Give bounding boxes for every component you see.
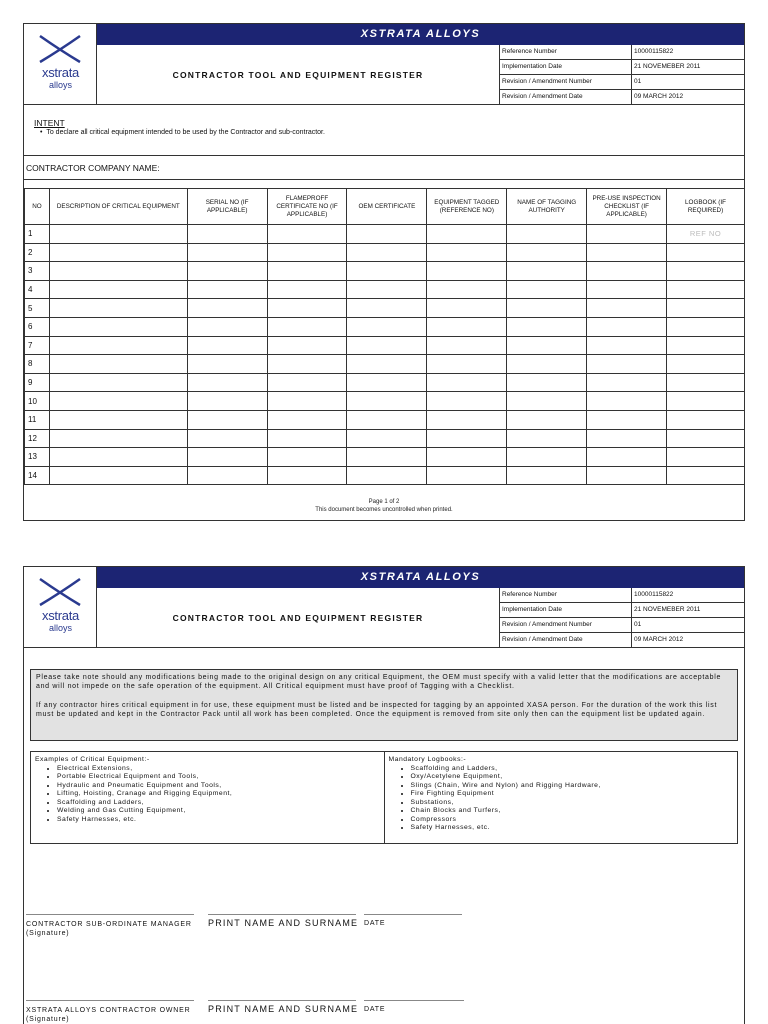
register-cell[interactable]: [587, 262, 667, 281]
meta-label: Revision / Amendment Number: [500, 618, 632, 632]
examples-column: [31, 752, 384, 843]
list-item: • Slings (Chain, Wire and Nylon) and Rigging Hardware,: [411, 782, 734, 791]
register-cell[interactable]: [267, 410, 347, 429]
print-name-line[interactable]: [208, 1000, 356, 1001]
register-cell[interactable]: [587, 336, 667, 355]
register-cell[interactable]: [507, 355, 587, 374]
print-name-line[interactable]: [208, 914, 356, 915]
row-number: 4: [25, 280, 50, 299]
register-cell[interactable]: [587, 466, 667, 485]
register-cell[interactable]: [267, 299, 347, 318]
register-cell[interactable]: [49, 466, 187, 485]
header-no: NO: [25, 189, 50, 225]
signature-block-manager: [26, 914, 744, 944]
signature-line[interactable]: [26, 1000, 194, 1001]
table-row: [25, 355, 745, 374]
register-cell[interactable]: [587, 317, 667, 336]
equipment-register-table: [24, 188, 745, 485]
register-cell[interactable]: [427, 243, 507, 262]
register-cell[interactable]: [587, 280, 667, 299]
row-number: 10: [25, 392, 50, 411]
logo-sub: alloys: [48, 623, 72, 633]
xstrata-logo: [24, 24, 97, 105]
register-cell[interactable]: [667, 317, 745, 336]
register-cell[interactable]: [507, 243, 587, 262]
meta-label: Reference Number: [500, 45, 632, 59]
xstrata-logo-icon: [38, 577, 82, 607]
table-row: [25, 429, 745, 448]
list-item: • Substations,: [411, 799, 734, 808]
meta-row: [500, 633, 744, 648]
row-number: 8: [25, 355, 50, 374]
meta-row: [500, 60, 744, 75]
xstrata-logo: [24, 567, 97, 648]
register-cell[interactable]: [49, 317, 187, 336]
register-cell[interactable]: [267, 355, 347, 374]
print-name-label: PRINT NAME AND SURNAME: [208, 918, 359, 928]
header-description: DESCRIPTION OF CRITICAL EQUIPMENT: [49, 189, 187, 225]
table-row: [25, 466, 745, 485]
list-item: • Compressors: [411, 816, 734, 825]
register-cell[interactable]: [267, 448, 347, 467]
register-cell[interactable]: [49, 262, 187, 281]
table-row: [25, 317, 745, 336]
register-cell[interactable]: [187, 373, 267, 392]
document-header: [24, 24, 744, 105]
signature-role: [26, 1006, 190, 1024]
register-cell[interactable]: [49, 410, 187, 429]
register-cell[interactable]: [667, 448, 745, 467]
table-row: [25, 392, 745, 411]
bullet-glyph: •: [40, 129, 43, 136]
register-cell[interactable]: [267, 392, 347, 411]
register-cell[interactable]: [49, 429, 187, 448]
register-cell[interactable]: [49, 243, 187, 262]
register-cell[interactable]: [49, 392, 187, 411]
register-cell[interactable]: [49, 299, 187, 318]
intent-text: To declare all critical equipment intended to be used by the Contractor and sub-contractor.: [46, 129, 325, 136]
meta-value: 09 MARCH 2012: [634, 636, 684, 643]
table-row: [25, 225, 745, 244]
logbooks-title: Mandatory Logbooks:-: [388, 756, 467, 763]
header-serial: SERIAL NO (IF APPLICABLE): [187, 189, 267, 225]
register-cell[interactable]: [49, 336, 187, 355]
meta-value: 01: [634, 78, 642, 85]
register-page-1: [23, 23, 745, 521]
meta-row: [500, 603, 744, 618]
row-number: 12: [25, 429, 50, 448]
register-cell[interactable]: [427, 373, 507, 392]
register-cell[interactable]: [347, 225, 427, 244]
register-cell[interactable]: [507, 466, 587, 485]
meta-label: Revision / Amendment Date: [500, 90, 632, 105]
register-cell[interactable]: [427, 448, 507, 467]
table-row: [25, 262, 745, 281]
register-cell[interactable]: [427, 410, 507, 429]
row-number: 1: [25, 225, 50, 244]
document-title: CONTRACTOR TOOL AND EQUIPMENT REGISTER: [172, 70, 424, 80]
register-cell[interactable]: [267, 429, 347, 448]
list-item: • Oxy/Acetylene Equipment,: [411, 773, 734, 782]
meta-label: Implementation Date: [500, 60, 632, 74]
meta-row: [500, 75, 744, 90]
row-number: 7: [25, 336, 50, 355]
examples-title: Examples of Critical Equipment:-: [35, 756, 150, 763]
register-cell[interactable]: [587, 355, 667, 374]
list-item: • Lifting, Hoisting, Cranage and Rigging Equipment,: [57, 790, 380, 799]
equipment-lists: [30, 751, 738, 844]
register-cell[interactable]: [187, 410, 267, 429]
register-cell[interactable]: [187, 317, 267, 336]
intent-title: INTENT: [34, 118, 65, 128]
company-band: XSTRATA ALLOYS: [97, 567, 744, 588]
header-checklist: PRE-USE INSPECTION CHECKLIST (IF APPLICABLE): [587, 189, 667, 225]
document-meta: [499, 45, 744, 105]
register-cell[interactable]: [347, 466, 427, 485]
company-name-label: CONTRACTOR COMPANY NAME:: [26, 163, 160, 173]
register-cell[interactable]: [187, 392, 267, 411]
intent-bullet: [34, 129, 325, 136]
page-number: Page 1 of 2: [368, 499, 400, 505]
register-cell[interactable]: [667, 336, 745, 355]
register-cell[interactable]: [667, 429, 745, 448]
register-cell[interactable]: [667, 466, 745, 485]
register-cell[interactable]: [507, 429, 587, 448]
register-cell[interactable]: [347, 262, 427, 281]
print-name-label: PRINT NAME AND SURNAME: [208, 1004, 359, 1014]
header-tagging-authority: NAME OF TAGGING AUTHORITY: [507, 189, 587, 225]
register-cell[interactable]: [347, 280, 427, 299]
register-cell[interactable]: REF NO: [667, 225, 745, 244]
register-cell[interactable]: [49, 225, 187, 244]
table-row: [25, 448, 745, 467]
table-row: [25, 299, 745, 318]
register-cell[interactable]: [587, 410, 667, 429]
document-meta: [499, 588, 744, 648]
register-cell[interactable]: [49, 280, 187, 299]
register-cell[interactable]: [507, 448, 587, 467]
register-cell[interactable]: [507, 336, 587, 355]
meta-row: [500, 45, 744, 60]
register-cell[interactable]: [587, 429, 667, 448]
list-item: • Scaffolding and Ladders,: [411, 765, 734, 774]
register-cell[interactable]: [427, 280, 507, 299]
table-body: [25, 225, 745, 485]
meta-value: 10000115822: [634, 48, 674, 55]
register-cell[interactable]: [427, 262, 507, 281]
table-row: [25, 243, 745, 262]
register-cell[interactable]: [187, 429, 267, 448]
uncontrolled-notice: This document becomes uncontrolled when printed.: [315, 507, 453, 513]
register-cell[interactable]: [267, 225, 347, 244]
register-cell[interactable]: [347, 355, 427, 374]
row-number: 5: [25, 299, 50, 318]
date-line[interactable]: [364, 914, 462, 915]
register-cell[interactable]: [427, 466, 507, 485]
register-cell[interactable]: [667, 280, 745, 299]
register-cell[interactable]: [347, 336, 427, 355]
register-cell[interactable]: [267, 336, 347, 355]
register-cell[interactable]: [587, 243, 667, 262]
meta-value: 10000115822: [634, 591, 674, 598]
register-cell[interactable]: [667, 243, 745, 262]
logo-sub: alloys: [48, 80, 72, 90]
row-number: 11: [25, 410, 50, 429]
xstrata-logo-icon: [38, 34, 82, 64]
register-cell[interactable]: [667, 410, 745, 429]
register-cell[interactable]: [507, 280, 587, 299]
company-name-field[interactable]: [24, 155, 744, 180]
row-number: 2: [25, 243, 50, 262]
register-cell[interactable]: [587, 392, 667, 411]
register-cell[interactable]: [667, 373, 745, 392]
row-number: 6: [25, 317, 50, 336]
register-cell[interactable]: [667, 392, 745, 411]
register-cell[interactable]: [187, 243, 267, 262]
register-cell[interactable]: [187, 225, 267, 244]
header-oem: OEM CERTIFICATE: [347, 189, 427, 225]
list-item: • Hydraulic and Pneumatic Equipment and Tools,: [57, 782, 380, 791]
register-cell[interactable]: [507, 262, 587, 281]
meta-label: Reference Number: [500, 588, 632, 602]
document-title: CONTRACTOR TOOL AND EQUIPMENT REGISTER: [172, 613, 424, 623]
meta-label: Revision / Amendment Number: [500, 75, 632, 89]
register-cell[interactable]: [427, 225, 507, 244]
signature-label: (Signature): [26, 930, 70, 937]
meta-label: Revision / Amendment Date: [500, 633, 632, 648]
page-footer: [24, 498, 744, 514]
register-cell[interactable]: [49, 448, 187, 467]
table-row: [25, 410, 745, 429]
list-item: • Fire Fighting Equipment: [411, 790, 734, 799]
list-item: • Safety Harnesses, etc.: [411, 824, 734, 833]
modification-note: [30, 669, 738, 741]
header-tagged: EQUIPMENT TAGGED (REFERENCE NO): [427, 189, 507, 225]
date-label: DATE: [364, 920, 386, 927]
row-number: 14: [25, 466, 50, 485]
table-header-row: [25, 189, 745, 225]
date-line[interactable]: [364, 1000, 464, 1001]
register-page-2: [23, 566, 745, 1024]
register-cell[interactable]: [507, 392, 587, 411]
meta-row: [500, 588, 744, 603]
row-number: 3: [25, 262, 50, 281]
intent-section: [24, 118, 325, 136]
register-cell[interactable]: [347, 299, 427, 318]
register-cell[interactable]: [187, 280, 267, 299]
date-label: DATE: [364, 1006, 386, 1013]
register-cell[interactable]: [507, 225, 587, 244]
row-number: 9: [25, 373, 50, 392]
register-cell[interactable]: [347, 317, 427, 336]
register-cell[interactable]: [667, 299, 745, 318]
role-label: CONTRACTOR SUB-ORDINATE MANAGER: [26, 921, 192, 928]
register-cell[interactable]: [347, 429, 427, 448]
company-band: XSTRATA ALLOYS: [97, 24, 744, 45]
header-flameproof: FLAMEPROFF CERTIFICATE NO (IF APPLICABLE): [267, 189, 347, 225]
meta-row: [500, 618, 744, 633]
table-row: [25, 336, 745, 355]
register-cell[interactable]: [267, 317, 347, 336]
register-cell[interactable]: [427, 355, 507, 374]
logo-name: xstrata: [42, 65, 79, 80]
note-paragraph: Please take note should any modifications being made to the original design on any critical Equipment, the OEM must specify with a valid letter that the modifications are acceptable and will not impede on the safe operation of the equipment. All Critical equipment must have proof of Tagging with a Checklist.: [36, 674, 722, 690]
register-cell[interactable]: [267, 280, 347, 299]
register-cell[interactable]: [347, 373, 427, 392]
list-item: • Welding and Gas Cutting Equipment,: [57, 807, 380, 816]
register-cell[interactable]: [267, 262, 347, 281]
logbooks-column: [384, 752, 738, 843]
register-cell[interactable]: [187, 466, 267, 485]
register-cell[interactable]: [187, 355, 267, 374]
register-cell[interactable]: [347, 448, 427, 467]
register-cell[interactable]: [427, 299, 507, 318]
register-cell[interactable]: [187, 448, 267, 467]
register-cell[interactable]: [267, 243, 347, 262]
register-cell[interactable]: [347, 392, 427, 411]
register-cell[interactable]: [667, 262, 745, 281]
meta-row: [500, 90, 744, 105]
list-item: • Scaffolding and Ladders,: [57, 799, 380, 808]
register-cell[interactable]: [267, 373, 347, 392]
meta-value: 09 MARCH 2012: [634, 93, 684, 100]
register-cell[interactable]: [587, 448, 667, 467]
register-cell[interactable]: [507, 299, 587, 318]
document-header: [24, 567, 744, 648]
row-number: 13: [25, 448, 50, 467]
list-item: • Safety Harnesses, etc.: [57, 816, 380, 825]
meta-label: Implementation Date: [500, 603, 632, 617]
register-cell[interactable]: [587, 225, 667, 244]
register-cell[interactable]: [507, 317, 587, 336]
register-cell[interactable]: [347, 243, 427, 262]
register-cell[interactable]: [507, 373, 587, 392]
register-cell[interactable]: [187, 299, 267, 318]
meta-value: 21 NOVEMEBER 2011: [634, 606, 701, 613]
signature-line[interactable]: [26, 914, 194, 915]
register-cell[interactable]: [427, 317, 507, 336]
list-item: • Portable Electrical Equipment and Tools,: [57, 773, 380, 782]
register-cell[interactable]: [267, 466, 347, 485]
register-cell[interactable]: [587, 299, 667, 318]
register-cell[interactable]: [187, 262, 267, 281]
signature-block-owner: [26, 1000, 744, 1024]
register-cell[interactable]: [427, 429, 507, 448]
list-item: • Chain Blocks and Turfers,: [411, 807, 734, 816]
list-item: • Electrical Extensions,: [57, 765, 380, 774]
register-cell[interactable]: [49, 373, 187, 392]
signature-label: (Signature): [26, 1016, 70, 1023]
register-cell[interactable]: [667, 355, 745, 374]
table-row: [25, 280, 745, 299]
role-label: XSTRATA ALLOYS CONTRACTOR OWNER: [26, 1007, 191, 1014]
register-cell[interactable]: [587, 373, 667, 392]
table-row: [25, 373, 745, 392]
meta-value: 01: [634, 621, 642, 628]
register-cell[interactable]: [427, 392, 507, 411]
register-cell[interactable]: [49, 355, 187, 374]
register-cell[interactable]: [507, 410, 587, 429]
note-paragraph: If any contractor hires critical equipment in for use, these equipment must be listed and be inspected for tagging by an appointed XASA person. For the duration of the work this list must be updated and kept in the Contractor Pack until all work has been completed. Once the equipment is removed from site only then can the equipment list be updated again.: [36, 702, 718, 718]
register-cell[interactable]: [187, 336, 267, 355]
meta-value: 21 NOVEMEBER 2011: [634, 63, 701, 70]
logo-name: xstrata: [42, 608, 79, 623]
header-logbook: LOGBOOK (IF REQUIRED): [667, 189, 745, 225]
register-cell[interactable]: [347, 410, 427, 429]
signature-role: [26, 920, 192, 938]
register-cell[interactable]: [427, 336, 507, 355]
